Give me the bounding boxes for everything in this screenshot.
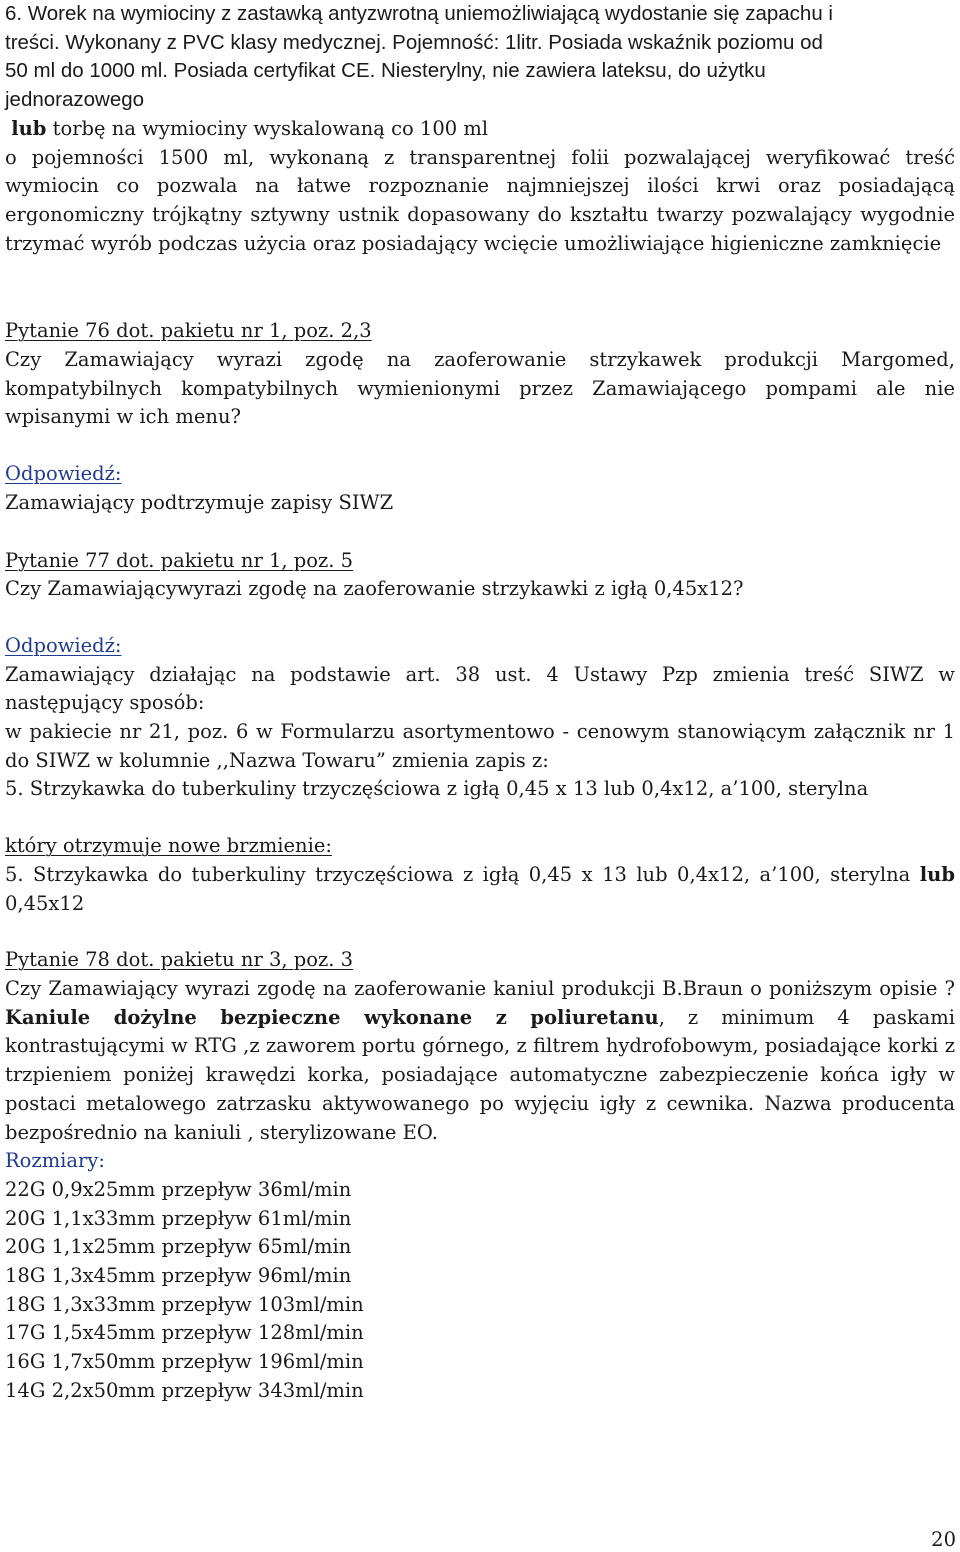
size-item: 14G 2,2x50mm przepływ 343ml/min [5, 1378, 364, 1402]
size-item: 22G 0,9x25mm przepływ 36ml/min [5, 1177, 352, 1201]
item-6-alternative-description: o pojemności 1500 ml, wykonaną z transparentnej folii pozwalającej weryfikować treść wymiocin co pozwala na łatwe rozpoznanie najmniejszej ilości krwi oraz posiadającą ergonomiczny trójkątny sztywny ustnik dopasowany do kształtu twarzy pozwalający wygodnie trzymać wyrób podczas użycia oraz posiadający wcięcie umożliwiające higieniczne zamknięcie [5, 145, 955, 255]
item-6-line: 50 ml do 1000 ml. Posiada certyfikat CE. Niesterylny, nie zawiera lateksu, do użytku [5, 59, 766, 83]
size-item: 17G 1,5x45mm przepływ 128ml/min [5, 1321, 364, 1345]
question-78-heading: Pytanie 78 dot. pakietu nr 3, poz. 3 [5, 948, 354, 972]
item-6-alternative-line [5, 115, 955, 144]
item-6-line: 6. Worek na wymiociny z zastawką antyzwrotną uniemożliwiającą wydostanie się zapachu i [5, 2, 833, 25]
new-entry-text: 0,45x12 [5, 891, 85, 915]
new-entry-text: 5. Strzykawka do tuberkuliny trzyczęściowa z igłą 0,45 x 13 lub 0,4x12, a’100, sterylna [5, 862, 920, 886]
question-77-answer-label: Odpowiedź: [5, 633, 122, 657]
question-78-text-part: Czy Zamawiający wyrazi zgodę na zaoferowanie kaniul produkcji B.Braun o poniższym opisie ? [5, 976, 955, 1000]
item-6-line: jednorazowego [5, 88, 145, 112]
question-77-text: Czy Zamawiającywyrazi zgodę na zaoferowanie strzykawki z igłą 0,45x12? [5, 577, 744, 601]
sizes-list [5, 1176, 955, 1406]
item-6-line: treści. Wykonany z PVC klasy medycznej. Pojemność: 1litr. Posiada wskaźnik poziomu od [5, 30, 823, 54]
question-76-answer-label: Odpowiedź: [5, 462, 122, 486]
question-78-bold-part: Kaniule dożylne bezpieczne wykonane z poliuretanu [5, 1005, 659, 1029]
alternative-keyword: lub [11, 116, 47, 140]
question-76-text: Czy Zamawiający wyrazi zgodę na zaoferowanie strzykawek produkcji Margomed, kompatybilnych kompatybilnych wymienionymi przez Zamawiającego pompami ale nie wpisanymi w ich menu? [5, 348, 955, 429]
sizes-label: Rozmiary: [5, 1149, 105, 1173]
size-item: 18G 1,3x45mm przepływ 96ml/min [5, 1264, 352, 1288]
question-77-answer-line: następujący sposób: [5, 691, 205, 715]
size-item: 20G 1,1x25mm przepływ 65ml/min [5, 1235, 352, 1259]
question-77-answer-line: w pakiecie nr 21, poz. 6 w Formularzu asortymentowo - cenowym stanowiącym załącznik nr 1 do SIWZ w kolumnie ,,Nazwa Towaru” zmienia zapis z: [5, 720, 955, 772]
question-77-new-entry [5, 861, 955, 918]
question-76-answer: Zamawiający podtrzymuje zapisy SIWZ [5, 490, 394, 514]
page-number: 20 [931, 1528, 956, 1551]
document-page [5, 0, 955, 1406]
size-item: 20G 1,1x33mm przepływ 61ml/min [5, 1206, 352, 1230]
question-77-old-entry: 5. Strzykawka do tuberkuliny trzyczęściowa z igłą 0,45 x 13 lub 0,4x12, a’100, sterylna [5, 777, 869, 801]
question-77-new-label: który otrzymuje nowe brzmienie: [5, 834, 332, 858]
question-77-answer-line: Zamawiający działając na podstawie art. 38 ust. 4 Ustawy Pzp zmienia treść SIWZ w [5, 662, 955, 686]
new-entry-keyword: lub [919, 862, 955, 886]
size-item: 16G 1,7x50mm przepływ 196ml/min [5, 1350, 364, 1374]
question-78-text-part: , z minimum 4 paskami kontrastującymi w RTG ,z zaworem portu górnego, z filtrem hydrofobowym, posiadające korki z trzpieniem poniżej krawędzi korka, posiadające automatyczne zabezpieczenie końca igły w postaci metalowego zatrzasku aktywowanego po wyjęciu igły z cewnika. Nazwa producenta bezpośrednio na kaniuli , sterylizowane EO. [5, 1005, 955, 1144]
item-6-description [5, 0, 955, 115]
question-77-heading: Pytanie 77 dot. pakietu nr 1, poz. 5 [5, 548, 354, 572]
question-76-heading: Pytanie 76 dot. pakietu nr 1, poz. 2,3 [5, 319, 372, 343]
alternative-text: torbę na wymiociny wyskalowaną co 100 ml [46, 116, 489, 140]
size-item: 18G 1,3x33mm przepływ 103ml/min [5, 1292, 364, 1316]
question-78-text [5, 975, 955, 1147]
